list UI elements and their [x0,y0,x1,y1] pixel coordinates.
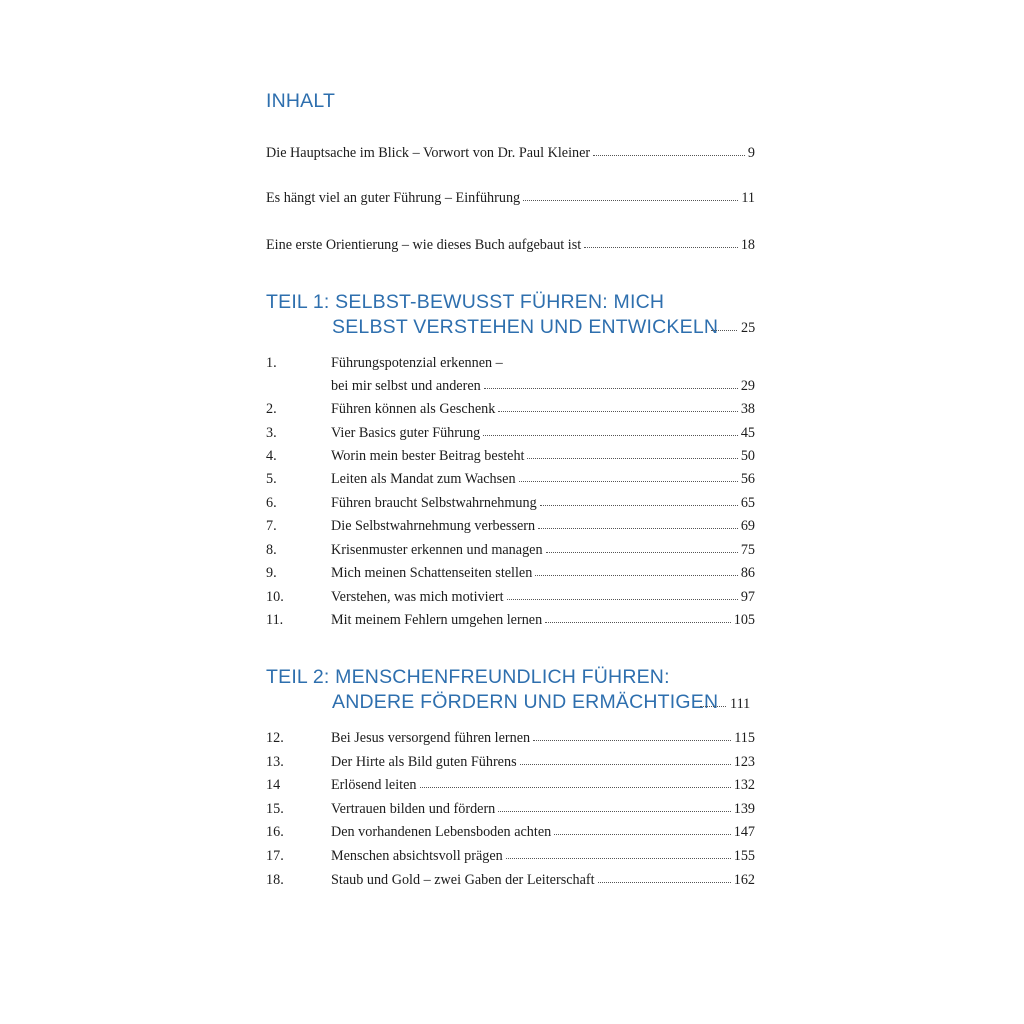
chapter-title: Staub und Gold – zwei Gaben der Leiterschaft [331,872,595,888]
toc-title: INHALT [266,90,336,112]
chapter-page: 75 [740,542,755,558]
chapter-number: 10. [266,589,284,605]
chapter-page: 56 [740,471,755,487]
chapter-title-line1: Führungspotenzial erkennen – [331,355,503,371]
dot-leader [546,551,738,553]
chapter-title: Bei Jesus versorgend führen lernen [331,730,531,746]
part-2-heading-line1: TEIL 2: MENSCHENFREUNDLICH FÜHREN: [266,666,670,688]
dot-leader [545,621,731,623]
chapter-page: 86 [740,565,755,581]
chapter-page: 155 [733,848,755,864]
dot-leader [483,434,738,436]
chapter-1 [266,377,755,395]
chapter-page: 132 [733,777,755,793]
chapter-7 [266,517,755,535]
entry-title: Die Hauptsache im Blick – Vorwort von Dr. Paul Kleiner [266,145,591,161]
chapter-page: 97 [740,589,755,605]
chapter-2 [266,400,755,418]
part-1-page-ref [705,319,755,337]
chapter-number: 9. [266,565,277,581]
chapter-4 [266,447,755,465]
chapter-18 [266,871,755,889]
chapter-number: 17. [266,848,284,864]
chapter-page: 105 [733,612,755,628]
chapter-12 [266,729,755,747]
chapter-page: 38 [740,401,755,417]
entry-page: 18 [740,237,755,253]
dot-leader [700,706,726,707]
toc-entry-introduction [266,189,755,207]
chapter-11 [266,611,755,629]
entry-title: Eine erste Orientierung – wie dieses Buch aufgebaut ist [266,237,582,253]
dot-leader [533,739,731,741]
chapter-title: Führen können als Geschenk [331,401,496,417]
chapter-title: bei mir selbst und anderen [331,378,481,394]
part-2-heading-line2: ANDERE FÖRDERN UND ERMÄCHTIGEN [332,691,719,713]
chapter-number: 1. [266,355,277,371]
dot-leader [584,246,738,248]
dot-leader [527,457,737,459]
chapter-number: 14 [266,777,281,793]
dot-leader [538,527,738,529]
chapter-title: Der Hirte als Bild guten Führens [331,754,517,770]
chapter-16 [266,823,755,841]
part-2-page-ref [694,695,750,713]
chapter-number: 3. [266,425,277,441]
entry-page: 9 [747,145,755,161]
chapter-number: 12. [266,730,284,746]
chapter-13 [266,753,755,771]
dot-leader [535,574,737,576]
dot-leader [540,504,738,506]
chapter-number: 13. [266,754,284,770]
chapter-page: 29 [740,378,755,394]
chapter-9 [266,564,755,582]
chapter-title: Leiten als Mandat zum Wachsen [331,471,516,487]
chapter-8 [266,541,755,559]
chapter-title: Krisenmuster erkennen und managen [331,542,543,558]
chapter-title: Erlösend leiten [331,777,417,793]
chapter-number: 4. [266,448,277,464]
chapter-page: 115 [734,730,755,746]
chapter-number: 18. [266,872,284,888]
dot-leader [523,199,738,201]
chapter-title: Mich meinen Schattenseiten stellen [331,565,533,581]
chapter-number: 8. [266,542,277,558]
dot-leader [506,857,731,859]
chapter-page: 45 [740,425,755,441]
chapter-title: Menschen absichtsvoll prägen [331,848,503,864]
dot-leader [507,598,738,600]
chapter-title: Führen braucht Selbstwahrnehmung [331,495,537,511]
chapter-title: Verstehen, was mich motiviert [331,589,504,605]
chapter-15 [266,800,755,818]
part-2-heading [266,665,718,715]
chapter-page: 147 [733,824,755,840]
dot-leader [711,330,737,331]
chapter-3 [266,424,755,442]
dot-leader [598,881,731,883]
toc-entry-foreword [266,144,755,162]
chapter-title: Vertrauen bilden und fördern [331,801,496,817]
chapter-10 [266,588,755,606]
part-1-page: 25 [741,320,756,336]
chapter-number: 7. [266,518,277,534]
entry-title: Es hängt viel an guter Führung – Einführung [266,190,521,206]
chapter-number: 6. [266,495,277,511]
toc-entry-orientation [266,236,755,254]
dot-leader [554,833,731,835]
chapter-number: 16. [266,824,284,840]
chapter-page: 69 [740,518,755,534]
chapter-14 [266,776,755,794]
chapter-5 [266,470,755,488]
chapter-6 [266,494,755,512]
dot-leader [420,786,731,788]
chapter-title: Den vorhandenen Lebensboden achten [331,824,552,840]
chapter-title: Worin mein bester Beitrag besteht [331,448,525,464]
dot-leader [498,810,730,812]
dot-leader [520,763,731,765]
chapter-17 [266,847,755,865]
chapter-page: 162 [733,872,755,888]
dot-leader [498,410,738,412]
part-1-heading-line1: TEIL 1: SELBST-BEWUSST FÜHREN: MICH [266,291,665,313]
dot-leader [593,154,745,156]
chapter-title: Die Selbstwahrnehmung verbessern [331,518,536,534]
part-1-heading [266,290,718,340]
chapter-page: 139 [733,801,755,817]
chapter-title: Vier Basics guter Führung [331,425,481,441]
chapter-title: Mit meinem Fehlern umgehen lernen [331,612,543,628]
part-2-page: 111 [730,696,751,712]
chapter-page: 50 [740,448,755,464]
chapter-page: 65 [740,495,755,511]
entry-page: 11 [741,190,755,206]
dot-leader [484,387,738,389]
dot-leader [519,480,738,482]
chapter-number: 5. [266,471,277,487]
chapter-number: 2. [266,401,277,417]
chapter-number: 11. [266,612,284,628]
chapter-number: 15. [266,801,284,817]
part-1-heading-line2: SELBST VERSTEHEN UND ENTWICKELN [332,316,719,338]
chapter-page: 123 [733,754,755,770]
chapter-1-first-line [266,354,755,372]
